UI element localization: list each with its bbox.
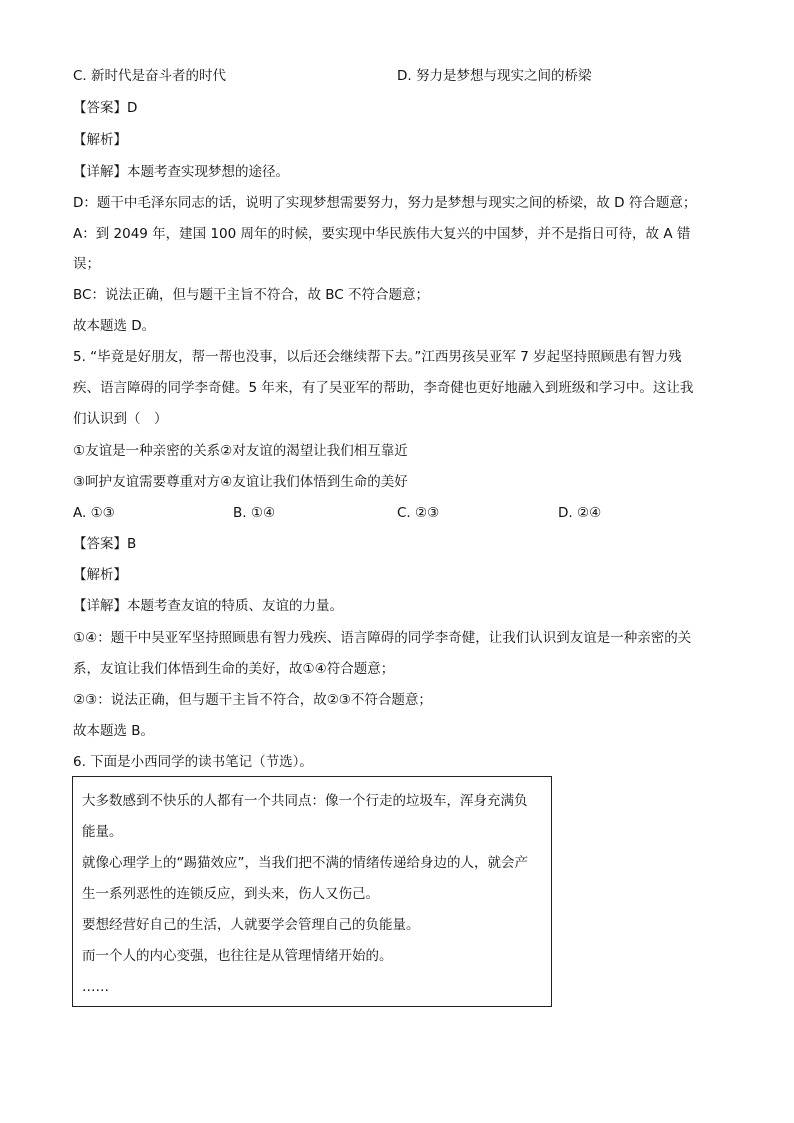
notes-line-4: 生一系列恶性的连锁反应，到头来，伤人又伤己。	[82, 886, 379, 902]
q4-analysis-heading: 【解析】	[73, 132, 127, 148]
q5-option-a: A. ①③	[73, 505, 115, 521]
q4-explanation-a-1: A：到 2049 年，建国 100 周年的时候，要实现中华民族伟大复兴的中国梦，并不是指日可待，故 A 错	[73, 226, 691, 242]
q5-conclusion: 故本题选 B。	[73, 723, 155, 739]
q4-explanation-d: D：题干中毛泽东同志的话，说明了实现梦想需要努力，努力是梦想与现实之间的桥梁，故 D 符合题意；	[73, 195, 697, 211]
q5-items-line-1: ①友谊是一种亲密的关系②对友谊的渴望让我们相互靠近	[73, 443, 408, 459]
q5-explanation-23: ②③：说法正确，但与题干主旨不符合，故②③不符合题意；	[73, 692, 432, 708]
q5-stem-line-2: 疾、语言障碍的同学李奇健。5 年来，有了吴亚军的帮助，李奇健也更好地融入到班级和学习中。这让我	[73, 380, 694, 396]
notes-line-2: 能量。	[82, 824, 123, 840]
q5-stem-line-3: 们认识到（ ）	[73, 411, 168, 427]
notes-line-5: 要想经营好自己的生活，人就要学会管理自己的负能量。	[82, 917, 420, 933]
q4-option-c: C. 新时代是奋斗者的时代	[73, 68, 227, 84]
q4-explanation-a-2: 误；	[73, 256, 100, 272]
q6-stem: 6. 下面是小西同学的读书笔记（节选）。	[73, 754, 313, 770]
q4-answer: 【答案】D	[73, 100, 138, 116]
q4-detail: 【详解】本题考查实现梦想的途径。	[73, 164, 289, 180]
q4-option-d: D. 努力是梦想与现实之间的桥梁	[397, 68, 592, 84]
notes-line-1: 大多数感到不快乐的人都有一个共同点：像一个行走的垃圾车，浑身充满负	[82, 793, 528, 809]
q5-option-b: B. ①④	[233, 505, 276, 521]
q5-stem-line-1: 5. “毕竟是好朋友，帮一帮也没事，以后还会继续帮下去。”江西男孩吴亚军 7 岁起坚持照顾患有智力残	[73, 349, 682, 365]
q4-explanation-bc: BC：说法正确，但与题干主旨不符合，故 BC 不符合题意；	[73, 287, 429, 303]
q5-option-c: C. ②③	[397, 505, 440, 521]
q5-option-d: D. ②④	[558, 505, 602, 521]
q5-answer: 【答案】B	[73, 536, 137, 552]
notes-line-7-ellipsis: ……	[82, 979, 109, 995]
notes-line-6: 而一个人的内心变强，也往往是从管理情绪开始的。	[82, 948, 393, 964]
q5-items-line-2: ③呵护友谊需要尊重对方④友谊让我们体悟到生命的美好	[73, 474, 408, 490]
q5-detail: 【详解】本题考查友谊的特质、友谊的力量。	[73, 598, 343, 614]
q5-explanation-14-line-2: 系，友谊让我们体悟到生命的美好，故①④符合题意；	[73, 661, 395, 677]
notes-line-3: 就像心理学上的“踢猫效应”，当我们把不满的情绪传递给身边的人，就会产	[82, 855, 528, 871]
reading-notes-box	[72, 776, 552, 1007]
q4-conclusion: 故本题选 D。	[73, 318, 156, 334]
q5-analysis-heading: 【解析】	[73, 567, 127, 583]
q5-explanation-14-line-1: ①④：题干中吴亚军坚持照顾患有智力残疾、语言障碍的同学李奇健，让我们认识到友谊是一种亲密的关	[73, 630, 692, 646]
